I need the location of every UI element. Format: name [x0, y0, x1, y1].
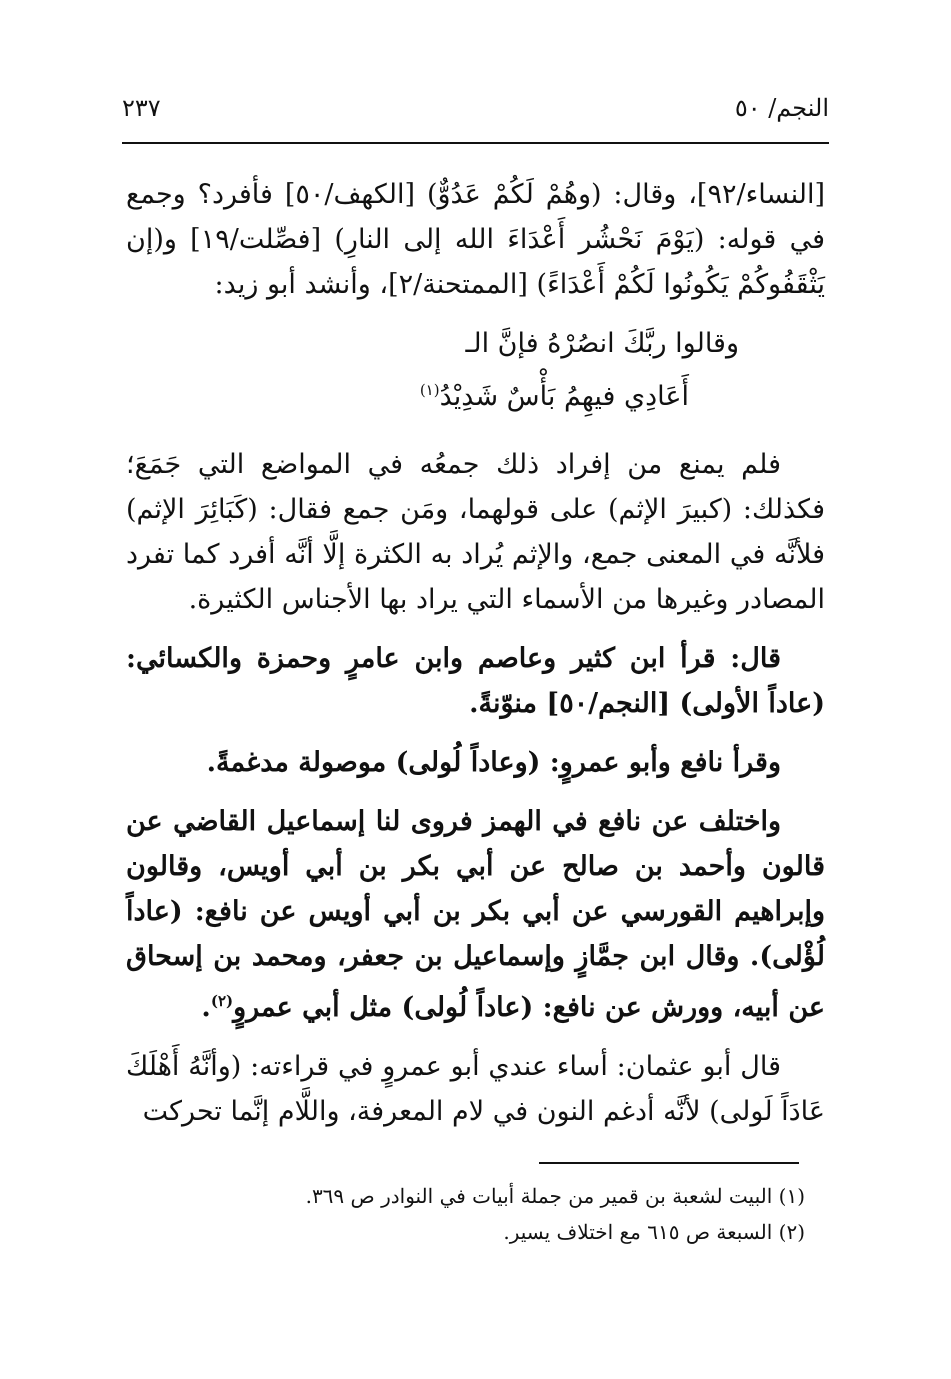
- footnote-divider: [539, 1162, 799, 1164]
- footnote-ref-2: (٢): [210, 992, 234, 1010]
- footnote-2: (٢) السبعة ص ٦١٥ مع اختلاف يسير.: [503, 1220, 805, 1244]
- paragraph-6: قال أبو عثمان: أساء عندي أبو عمروٍ في قراءته: (وأنَّهُ أَهْلَكَ عَادَاً لَولى) لأنَّه أدغم النون في لام المعرفة، واللَّام إنَّما تحركت: [126, 1051, 825, 1127]
- verse-line-2-text: أَعَادِي فيهِمُ بَأْسٌ شَدِيْدُ: [439, 381, 689, 412]
- footnote-ref-1: (١): [419, 381, 440, 399]
- paragraph-1: [النساء/٩٢]، وقال: (وهُمْ لَكُمْ عَدُوٌّ) [الكهف/٥٠] فأفرد؟ وجمع في قوله: (يَوْمَ نَحْشُر أَعْدَاءَ الله إلى النارِ) [فصِّلت/١٩] و(إن يَثْقَفُوكُمْ يَكُونُوا لَكُمْ أَعْدَاءً) [الممتحنة/٢]، وأنشد أبو زيد:: [126, 179, 825, 300]
- footnotes: [126, 1178, 805, 1250]
- page-header: [122, 92, 829, 124]
- running-title: النجم/ ٥٠: [734, 94, 829, 122]
- poetry-verse: [126, 321, 825, 420]
- paragraph-5: [126, 799, 825, 1030]
- paragraph-2: فلم يمنع من إفراد ذلك جمعُه في المواضع التي جَمَعَ؛ فكذلك: (كبيرَ الإثم) على قولهما، ومَن جمع فقال: (كَبَائِرَ الإثم) فلأنَّه في المعنى جمع، والإثم يُراد به الكثرة إلَّا أنَّه أفرد كما تفرد المصادر وغيرها من الأسماء التي يراد بها الأجناس الكثيرة.: [126, 449, 825, 615]
- paragraph-5-text: واختلف عن نافع في الهمز فروى لنا إسماعيل القاضي عن قالون وأحمد بن صالح عن أبي بكر بن أبي أويس، وقالون وإبراهيم القورسي عن أبي بكر بن أبي أويس عن نافع: (عاداً لُؤْلى). وقال ابن جمَّازٍ وإسماعيل بن جعفر، ومحمد بن إسحاق عن أبيه، وورش عن نافع: (عاداً لُولى) مثل أبي عمروٍ: [126, 806, 825, 1023]
- paragraph-4: وقرأ نافع وأبو عمروٍ: (وعاداً لُولى) موصولة مدغمةً.: [206, 747, 781, 778]
- header-divider: [122, 142, 829, 144]
- verse-line-2: [126, 367, 825, 420]
- page-number: ٢٣٧: [122, 94, 161, 122]
- main-text: [126, 172, 825, 1148]
- paragraph-5-period: .: [201, 992, 211, 1023]
- footnote-1: (١) البيت لشعبة بن قمير من جملة أبيات في النوادر ص ٣٦٩.: [305, 1184, 805, 1208]
- paragraph-3: قال: قرأ ابن كثير وعاصم وابن عامرٍ وحمزة والكسائي: (عاداً الأولى) [النجم/٥٠] منوّنةً.: [126, 643, 825, 719]
- verse-line-1: وقالوا ربَّكَ انصُرْهُ فإنَّ الـ: [465, 328, 739, 359]
